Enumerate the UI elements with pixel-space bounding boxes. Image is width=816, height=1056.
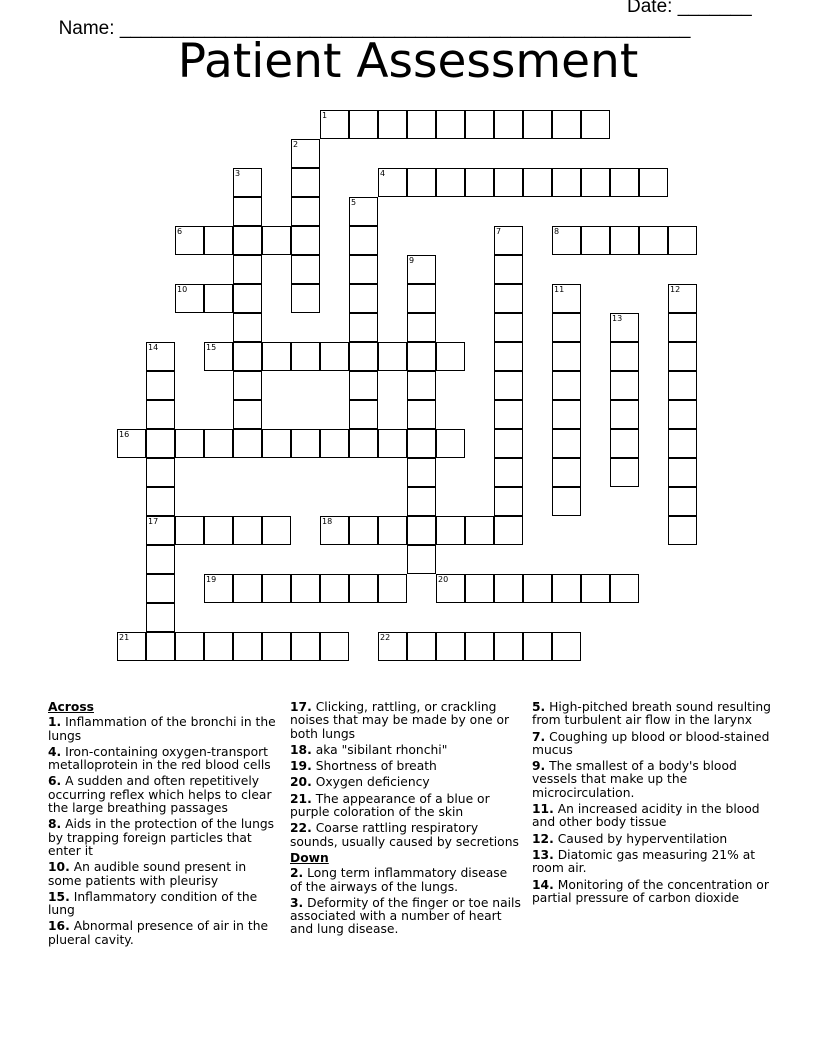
clue-text: An increased acidity in the blood and other body tissue xyxy=(532,802,760,830)
grid-cell[interactable] xyxy=(523,110,552,139)
grid-cell[interactable] xyxy=(552,400,581,429)
grid-cell[interactable] xyxy=(349,400,378,429)
clue-number-label: 2. xyxy=(290,866,304,881)
grid-cell[interactable] xyxy=(494,400,523,429)
grid-cell[interactable] xyxy=(204,516,233,545)
grid-cell[interactable] xyxy=(146,516,175,545)
clues-column-2 xyxy=(290,701,522,940)
grid-cell[interactable] xyxy=(378,516,407,545)
grid-cell[interactable] xyxy=(610,168,639,197)
clue-number: 2 xyxy=(293,140,299,149)
clue-number: 4 xyxy=(380,169,386,178)
grid-cell[interactable] xyxy=(407,545,436,574)
grid-cell[interactable] xyxy=(552,226,581,255)
clue-number-label: 1. xyxy=(48,715,62,730)
grid-cell[interactable] xyxy=(262,574,291,603)
clue-number-label: 11. xyxy=(532,802,554,817)
grid-cell[interactable] xyxy=(436,516,465,545)
grid-cell[interactable] xyxy=(146,632,175,661)
grid-cell[interactable] xyxy=(320,516,349,545)
clue-number-label: 8. xyxy=(48,817,62,832)
clue-item xyxy=(48,716,283,743)
grid-cell[interactable] xyxy=(668,400,697,429)
grid-cell[interactable] xyxy=(233,400,262,429)
grid-cell[interactable] xyxy=(262,632,291,661)
grid-cell[interactable] xyxy=(494,429,523,458)
grid-cell[interactable] xyxy=(668,284,697,313)
date-label: Date: xyxy=(627,0,678,17)
grid-cell[interactable] xyxy=(204,632,233,661)
clue-text: Coughing up blood or blood-stained mucus xyxy=(532,729,770,757)
grid-cell[interactable] xyxy=(233,632,262,661)
grid-cell[interactable] xyxy=(378,342,407,371)
grid-cell[interactable] xyxy=(407,313,436,342)
grid-cell[interactable] xyxy=(610,458,639,487)
grid-cell[interactable] xyxy=(233,371,262,400)
grid-cell[interactable] xyxy=(320,429,349,458)
grid-cell[interactable] xyxy=(668,429,697,458)
clue-number-label: 18. xyxy=(290,742,312,757)
grid-cell[interactable] xyxy=(349,342,378,371)
grid-cell[interactable] xyxy=(668,516,697,545)
grid-cell[interactable] xyxy=(233,197,262,226)
clue-number-label: 13. xyxy=(532,847,554,862)
grid-cell[interactable] xyxy=(494,110,523,139)
clue-number: 9 xyxy=(409,256,415,265)
grid-cell[interactable] xyxy=(378,429,407,458)
grid-cell[interactable] xyxy=(668,342,697,371)
grid-cell[interactable] xyxy=(668,487,697,516)
clue-item xyxy=(290,822,522,849)
clue-item xyxy=(290,897,522,937)
grid-cell[interactable] xyxy=(175,429,204,458)
grid-cell[interactable] xyxy=(204,342,233,371)
grid-cell[interactable] xyxy=(639,168,668,197)
clue-text: Long term inflammatory disease of the airways of the lungs. xyxy=(290,866,508,894)
grid-cell[interactable] xyxy=(349,255,378,284)
grid-cell[interactable] xyxy=(494,342,523,371)
grid-cell[interactable] xyxy=(233,574,262,603)
grid-cell[interactable] xyxy=(494,284,523,313)
clue-item xyxy=(48,920,283,947)
grid-cell[interactable] xyxy=(175,226,204,255)
grid-cell[interactable] xyxy=(523,632,552,661)
clue-text: Monitoring of the concentration or partial pressure of carbon dioxide xyxy=(532,877,769,905)
grid-cell[interactable] xyxy=(436,342,465,371)
clue-item xyxy=(532,849,772,876)
clue-number: 12 xyxy=(670,285,681,294)
clue-item xyxy=(532,833,772,846)
grid-cell[interactable] xyxy=(175,516,204,545)
grid-cell[interactable] xyxy=(436,632,465,661)
grid-cell[interactable] xyxy=(349,197,378,226)
grid-cell[interactable] xyxy=(204,226,233,255)
grid-cell[interactable] xyxy=(291,255,320,284)
clue-item xyxy=(48,861,283,888)
grid-cell[interactable] xyxy=(407,342,436,371)
clue-number: 16 xyxy=(119,430,130,439)
clue-text: The smallest of a body's blood vessels that make up the microcirculation. xyxy=(532,759,737,800)
grid-cell[interactable] xyxy=(610,226,639,255)
grid-cell[interactable] xyxy=(465,110,494,139)
grid-cell[interactable] xyxy=(291,197,320,226)
grid-cell[interactable] xyxy=(581,110,610,139)
grid-cell[interactable] xyxy=(233,342,262,371)
grid-cell[interactable] xyxy=(146,458,175,487)
clue-text: Shortness of breath xyxy=(311,759,437,774)
clue-number: 17 xyxy=(148,517,159,526)
clues-column-1 xyxy=(48,701,283,950)
clue-number: 7 xyxy=(496,227,502,236)
clue-item xyxy=(532,803,772,830)
grid-cell[interactable] xyxy=(407,400,436,429)
grid-cell[interactable] xyxy=(233,284,262,313)
grid-cell[interactable] xyxy=(204,574,233,603)
grid-cell[interactable] xyxy=(407,255,436,284)
clue-item xyxy=(532,701,772,728)
grid-cell[interactable] xyxy=(233,429,262,458)
clue-item xyxy=(532,760,772,800)
clue-text: Oxygen deficiency xyxy=(311,775,430,790)
grid-cell[interactable] xyxy=(349,110,378,139)
clue-number-label: 9. xyxy=(532,759,546,774)
grid-cell[interactable] xyxy=(610,313,639,342)
grid-cell[interactable] xyxy=(320,632,349,661)
clue-number-label: 7. xyxy=(532,729,546,744)
grid-cell[interactable] xyxy=(349,226,378,255)
clue-number: 20 xyxy=(438,575,449,584)
clue-text: aka "sibilant rhonchi" xyxy=(311,742,448,757)
clue-number-label: 14. xyxy=(532,877,554,892)
clue-text: Caused by hyperventilation xyxy=(553,831,728,846)
grid-cell[interactable] xyxy=(291,139,320,168)
grid-cell[interactable] xyxy=(494,371,523,400)
clue-item xyxy=(290,744,522,757)
grid-cell[interactable] xyxy=(552,313,581,342)
grid-cell[interactable] xyxy=(552,284,581,313)
grid-cell[interactable] xyxy=(320,574,349,603)
grid-cell[interactable] xyxy=(291,284,320,313)
grid-cell[interactable] xyxy=(291,429,320,458)
clue-number-label: 17. xyxy=(290,700,312,714)
name-label: Name: xyxy=(58,18,120,39)
grid-cell[interactable] xyxy=(349,429,378,458)
grid-cell[interactable] xyxy=(552,632,581,661)
grid-cell[interactable] xyxy=(175,284,204,313)
grid-cell[interactable] xyxy=(233,313,262,342)
grid-cell[interactable] xyxy=(552,342,581,371)
grid-cell[interactable] xyxy=(146,487,175,516)
grid-cell[interactable] xyxy=(262,226,291,255)
clue-item xyxy=(48,891,283,918)
grid-cell[interactable] xyxy=(378,574,407,603)
grid-cell[interactable] xyxy=(552,110,581,139)
grid-cell[interactable] xyxy=(146,603,175,632)
grid-cell[interactable] xyxy=(117,429,146,458)
grid-cell[interactable] xyxy=(233,516,262,545)
grid-cell[interactable] xyxy=(233,226,262,255)
clue-number: 3 xyxy=(235,169,241,178)
grid-cell[interactable] xyxy=(610,400,639,429)
clue-number: 18 xyxy=(322,517,333,526)
clue-number-label: 12. xyxy=(532,831,554,846)
grid-cell[interactable] xyxy=(465,632,494,661)
clue-number: 1 xyxy=(322,111,328,120)
clue-number: 6 xyxy=(177,227,183,236)
grid-cell[interactable] xyxy=(436,574,465,603)
clue-number: 14 xyxy=(148,343,159,352)
grid-cell[interactable] xyxy=(204,284,233,313)
grid-cell[interactable] xyxy=(639,226,668,255)
grid-cell[interactable] xyxy=(581,226,610,255)
clue-item xyxy=(290,760,522,773)
clue-number-label: 15. xyxy=(48,889,70,904)
clue-text: The appearance of a blue or purple coloration of the skin xyxy=(290,791,490,820)
clue-number-label: 19. xyxy=(290,759,312,774)
grid-cell[interactable] xyxy=(552,487,581,516)
clue-item xyxy=(532,879,772,906)
clue-number: 10 xyxy=(177,285,188,294)
grid-cell[interactable] xyxy=(407,284,436,313)
clue-number-label: 3. xyxy=(290,895,304,910)
grid-cell[interactable] xyxy=(436,168,465,197)
clue-item xyxy=(532,731,772,758)
grid-cell[interactable] xyxy=(262,516,291,545)
grid-cell[interactable] xyxy=(349,284,378,313)
grid-cell[interactable] xyxy=(494,255,523,284)
grid-cell[interactable] xyxy=(262,429,291,458)
clue-text: An audible sound present in some patients with pleurisy xyxy=(48,860,247,888)
clue-text: Coarse rattling respiratory sounds, usually caused by secretions xyxy=(290,821,519,849)
clue-text: Deformity of the finger or toe nails associated with a number of heart and lung disease. xyxy=(290,895,521,937)
clue-text: A sudden and often repetitively occurring reflex which helps to clear the large breathing passages xyxy=(48,774,272,816)
grid-cell[interactable] xyxy=(581,574,610,603)
clue-item xyxy=(48,746,283,773)
grid-cell[interactable] xyxy=(349,574,378,603)
clue-text: Iron-containing oxygen-transport metalloprotein in the red blood cells xyxy=(48,744,271,773)
grid-cell[interactable] xyxy=(552,168,581,197)
clue-number: 15 xyxy=(206,343,217,352)
clue-text: Clicking, rattling, or crackling noises that may be made by one or both lungs xyxy=(290,700,510,741)
clue-number: 8 xyxy=(554,227,560,236)
grid-cell[interactable] xyxy=(146,371,175,400)
grid-cell[interactable] xyxy=(407,371,436,400)
grid-cell[interactable] xyxy=(407,632,436,661)
grid-cell[interactable] xyxy=(146,342,175,371)
grid-cell[interactable] xyxy=(291,632,320,661)
clue-number: 22 xyxy=(380,633,391,642)
clue-number-label: 4. xyxy=(48,744,62,759)
clue-item xyxy=(290,776,522,789)
clue-number: 13 xyxy=(612,314,623,323)
clue-item xyxy=(290,701,522,741)
grid-cell[interactable] xyxy=(233,168,262,197)
clue-number: 21 xyxy=(119,633,130,642)
clue-item xyxy=(290,867,522,894)
grid-cell[interactable] xyxy=(175,632,204,661)
grid-cell[interactable] xyxy=(291,574,320,603)
grid-cell[interactable] xyxy=(668,226,697,255)
grid-cell[interactable] xyxy=(523,168,552,197)
grid-cell[interactable] xyxy=(291,226,320,255)
clue-number: 11 xyxy=(554,285,565,294)
grid-cell[interactable] xyxy=(494,313,523,342)
grid-cell[interactable] xyxy=(320,342,349,371)
grid-cell[interactable] xyxy=(378,632,407,661)
grid-cell[interactable] xyxy=(610,429,639,458)
grid-cell[interactable] xyxy=(436,110,465,139)
grid-cell[interactable] xyxy=(407,429,436,458)
clue-text: Diatomic gas measuring 21% at room air. xyxy=(532,847,756,876)
grid-cell[interactable] xyxy=(552,429,581,458)
grid-cell[interactable] xyxy=(233,255,262,284)
grid-cell[interactable] xyxy=(610,342,639,371)
grid-cell[interactable] xyxy=(436,429,465,458)
grid-cell[interactable] xyxy=(407,110,436,139)
down-heading: Down xyxy=(290,850,329,865)
grid-cell[interactable] xyxy=(262,342,291,371)
grid-cell[interactable] xyxy=(291,342,320,371)
grid-cell[interactable] xyxy=(146,400,175,429)
clue-number-label: 21. xyxy=(290,791,312,806)
clues-column-3 xyxy=(532,701,772,908)
grid-cell[interactable] xyxy=(146,574,175,603)
grid-cell[interactable] xyxy=(117,632,146,661)
grid-cell[interactable] xyxy=(494,632,523,661)
grid-cell[interactable] xyxy=(668,371,697,400)
name-line[interactable]: ______________________________________________________ xyxy=(119,18,691,39)
grid-cell[interactable] xyxy=(610,574,639,603)
grid-cell[interactable] xyxy=(291,168,320,197)
grid-cell[interactable] xyxy=(407,516,436,545)
clue-number-label: 5. xyxy=(532,700,546,714)
grid-cell[interactable] xyxy=(378,168,407,197)
grid-cell[interactable] xyxy=(494,574,523,603)
grid-cell[interactable] xyxy=(146,429,175,458)
clue-number: 19 xyxy=(206,575,217,584)
clue-number-label: 20. xyxy=(290,775,312,790)
grid-cell[interactable] xyxy=(494,487,523,516)
clue-text: Inflammatory condition of the lung xyxy=(48,889,258,918)
grid-cell[interactable] xyxy=(552,458,581,487)
grid-cell[interactable] xyxy=(465,168,494,197)
clue-number-label: 16. xyxy=(48,919,70,934)
across-heading: Across xyxy=(48,700,94,714)
grid-cell[interactable] xyxy=(494,226,523,255)
grid-cell[interactable] xyxy=(610,371,639,400)
grid-cell[interactable] xyxy=(349,516,378,545)
clue-text: Inflammation of the bronchi in the lungs xyxy=(48,715,276,743)
clue-item xyxy=(290,793,522,820)
grid-cell[interactable] xyxy=(552,371,581,400)
grid-cell[interactable] xyxy=(465,516,494,545)
clue-item xyxy=(48,818,283,858)
grid-cell[interactable] xyxy=(407,168,436,197)
grid-cell[interactable] xyxy=(668,313,697,342)
clue-number-label: 22. xyxy=(290,821,312,836)
grid-cell[interactable] xyxy=(465,574,494,603)
clue-number: 5 xyxy=(351,198,357,207)
clue-item xyxy=(48,775,283,815)
grid-cell[interactable] xyxy=(407,458,436,487)
clue-number-label: 10. xyxy=(48,860,70,875)
grid-cell[interactable] xyxy=(523,574,552,603)
grid-cell[interactable] xyxy=(494,458,523,487)
grid-cell[interactable] xyxy=(581,168,610,197)
grid-cell[interactable] xyxy=(668,458,697,487)
grid-cell[interactable] xyxy=(349,371,378,400)
clue-text: Aids in the protection of the lungs by trapping foreign particles that enter it xyxy=(48,817,275,858)
clue-text: Abnormal presence of air in the plueral cavity. xyxy=(48,919,269,947)
grid-cell[interactable] xyxy=(349,313,378,342)
page-title: Patient Assessment xyxy=(177,34,639,89)
date-line[interactable]: _______ xyxy=(677,0,752,17)
grid-cell[interactable] xyxy=(320,110,349,139)
clue-text: High-pitched breath sound resulting from turbulent air flow in the larynx xyxy=(532,700,771,728)
grid-cell[interactable] xyxy=(407,487,436,516)
clue-number-label: 6. xyxy=(48,774,62,789)
grid-cell[interactable] xyxy=(552,574,581,603)
grid-cell[interactable] xyxy=(146,545,175,574)
grid-cell[interactable] xyxy=(204,429,233,458)
grid-cell[interactable] xyxy=(494,168,523,197)
grid-cell[interactable] xyxy=(494,516,523,545)
grid-cell[interactable] xyxy=(378,110,407,139)
